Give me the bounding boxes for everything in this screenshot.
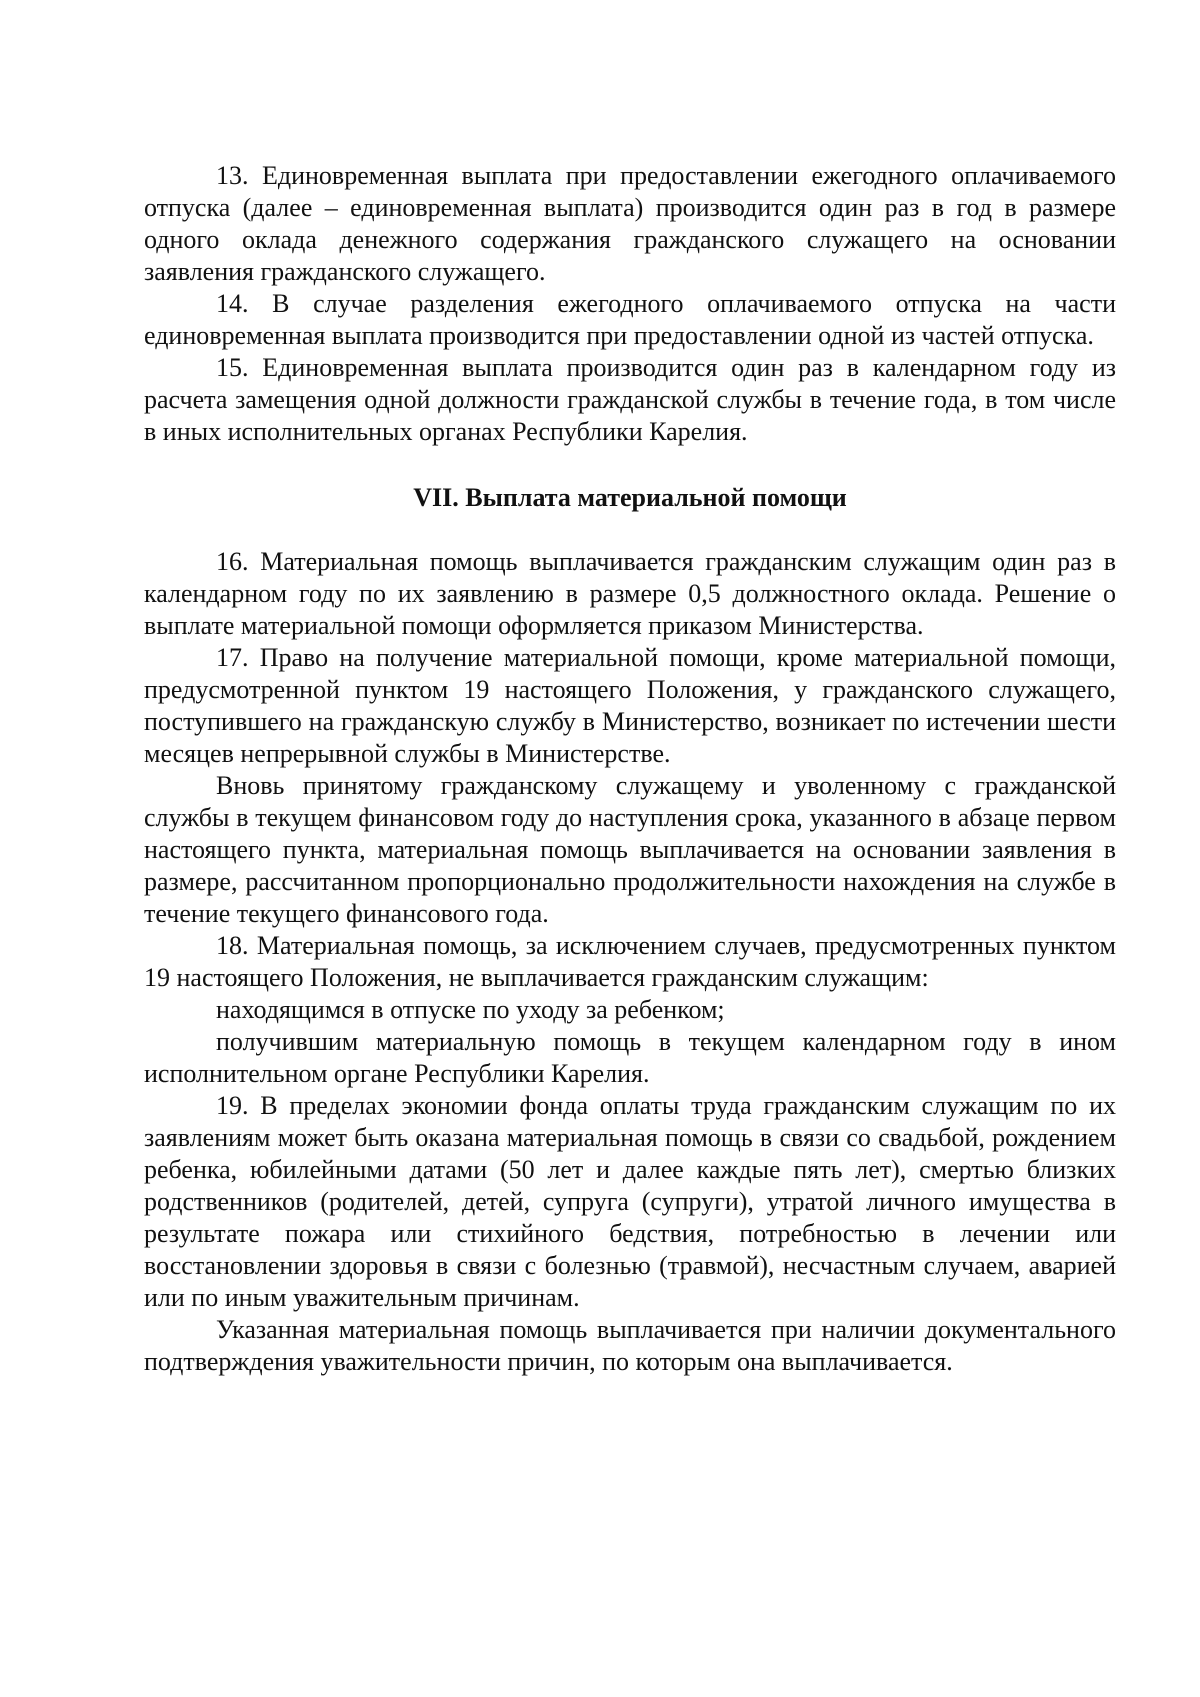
paragraph-17: 17. Право на получение материальной помощи, кроме материальной помощи, предусмотренной пунктом 19 настоящего Положения, у гражданского служащего, поступившего на гражданскую службу в Министерство, возникает по истечении шести месяцев непрерывной службы в Министерстве. (144, 643, 1116, 768)
document-page (144, 160, 1116, 1378)
paragraph-19: 19. В пределах экономии фонда оплаты труда гражданским служащим по их заявлениям может быть оказана материальная помощь в связи со свадьбой, рождением ребенка, юбилейными датами (50 лет и далее каждые пять лет), смертью близких родственников (родителей, детей, супруга (супруги), утратой личного имущества в результате пожара или стихийного бедствия, потребностью в лечении или восстановлении здоровья в связи с болезнью (травмой), несчастным случаем, аварией или по иным уважительным причинам. (144, 1091, 1116, 1312)
paragraph-15: 15. Единовременная выплата производится один раз в календарном году из расчета замещения одной должности гражданской службы в течение года, в том числе в иных исполнительных органах Республики Карелия. (144, 353, 1116, 446)
paragraph-18-item-1: находящимся в отпуске по уходу за ребенком; (216, 995, 725, 1024)
paragraph-14: 14. В случае разделения ежегодного оплачиваемого отпуска на части единовременная выплата производится при предоставлении одной из частей отпуска. (144, 289, 1116, 350)
paragraph-18-item-2: получившим материальную помощь в текущем календарном году в ином исполнительном органе Республики Карелия. (144, 1027, 1116, 1088)
paragraph-19-second: Указанная материальная помощь выплачивается при наличии документального подтверждения уважительности причин, по которым она выплачивается. (144, 1315, 1116, 1376)
section-heading: VII. Выплата материальной помощи (413, 483, 847, 512)
paragraph-18: 18. Материальная помощь, за исключением случаев, предусмотренных пунктом 19 настоящего Положения, не выплачивается гражданским служащим: (144, 931, 1116, 992)
paragraph-16: 16. Материальная помощь выплачивается гражданским служащим один раз в календарном году по их заявлению в размере 0,5 должностного оклада. Решение о выплате материальной помощи оформляется приказом Министерства. (144, 547, 1116, 640)
paragraph-13: 13. Единовременная выплата при предоставлении ежегодного оплачиваемого отпуска (далее – единовременная выплата) производится один раз в год в размере одного оклада денежного содержания гражданского служащего на основании заявления гражданского служащего. (144, 161, 1116, 286)
paragraph-17-second: Вновь принятому гражданскому служащему и уволенному с гражданской службы в текущем финансовом году до наступления срока, указанного в абзаце первом настоящего пункта, материальная помощь выплачивается на основании заявления в размере, рассчитанном пропорционально продолжительности нахождения на службе в течение текущего финансового года. (144, 771, 1116, 928)
